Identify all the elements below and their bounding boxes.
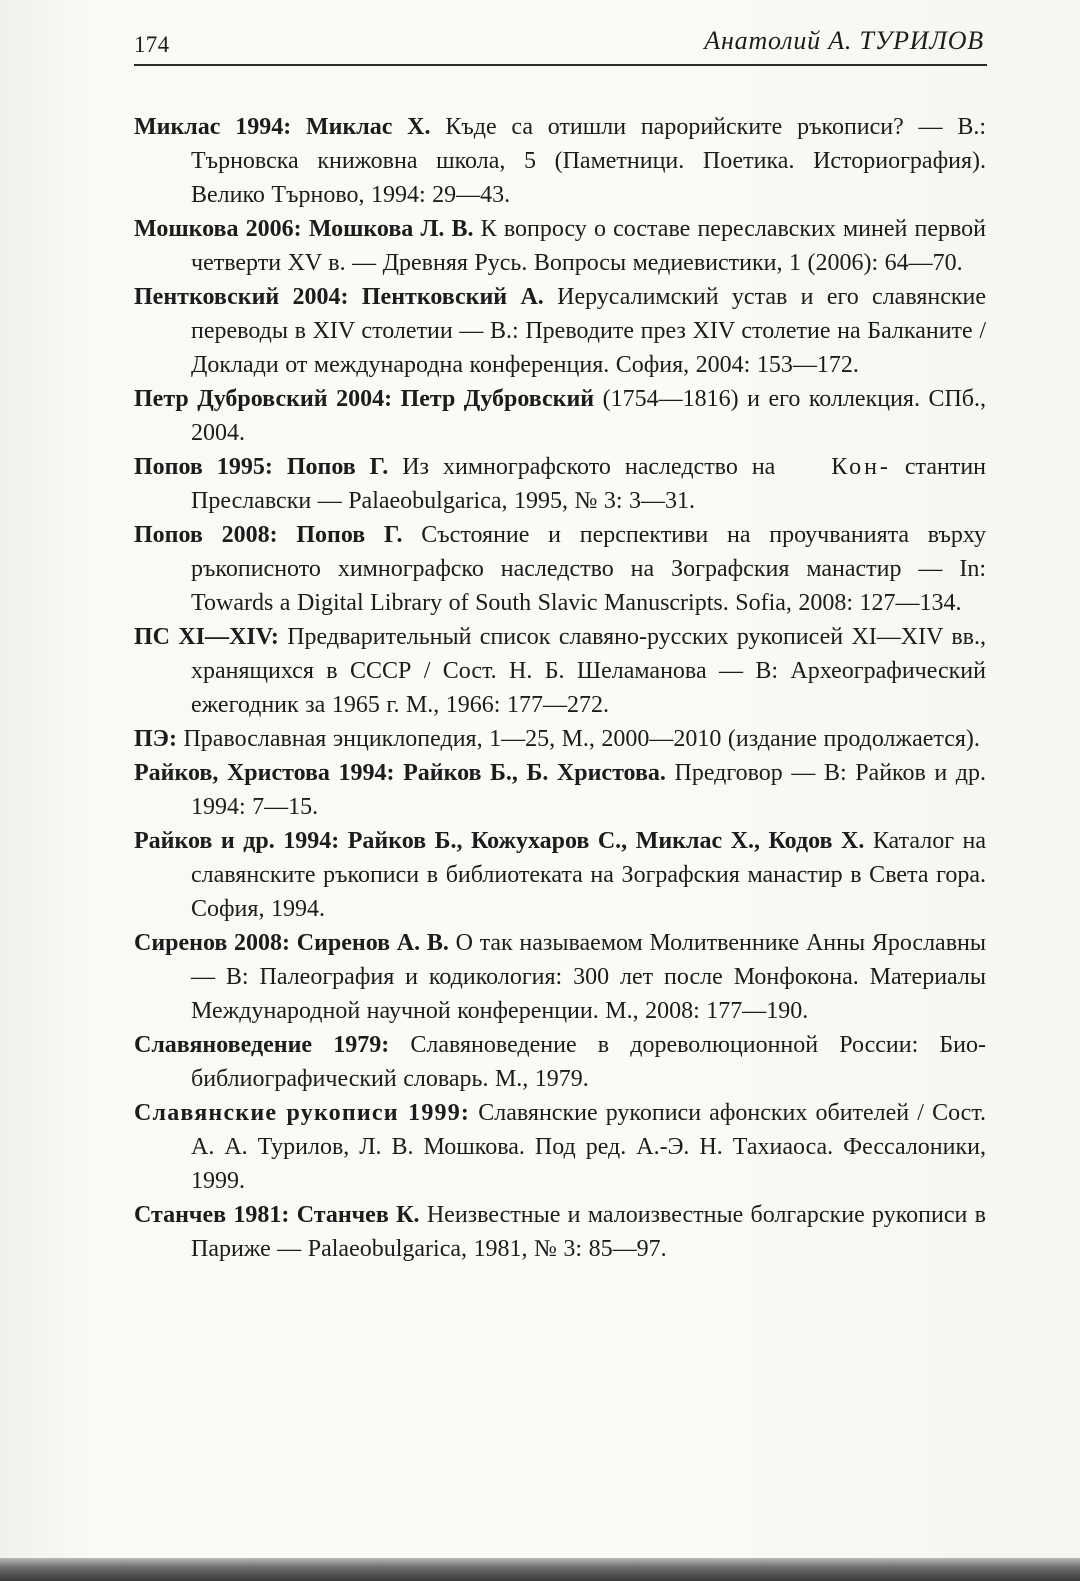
entry-text: Неизвестные и малоизвестные болгарские рукописи в Париже — Palaeobulgarica, 1981, № 3: 85—97. xyxy=(191,1202,987,1262)
page-bottom-edge xyxy=(0,1558,1080,1581)
entry-text: стантин Преславски — Palaeobulgarica, 1995, № 3: 3—31. xyxy=(191,454,987,514)
entry-key: Мошкова 2006: xyxy=(134,216,302,242)
bibliography-entry xyxy=(134,110,986,212)
entry-text: Предговор — В: Райков и др. 1994: 7—15. xyxy=(191,760,987,820)
entry-author: Миклас Х. xyxy=(305,114,431,140)
bibliography-list xyxy=(134,110,986,1266)
entry-text: Славяноведение в дореволюционной России: Био-библиографический словарь. М., 1979. xyxy=(191,1032,987,1092)
header-rule xyxy=(134,64,987,66)
entry-key: Славянские рукописи 1999: xyxy=(134,1100,471,1126)
entry-key: ПЭ: xyxy=(134,726,177,752)
entry-text-spaced: Кон- xyxy=(831,454,891,480)
entry-key: Славяноведение 1979: xyxy=(134,1032,390,1058)
entry-key: ПС XI—XIV: xyxy=(134,624,279,650)
entry-text: Каталог на славянските ръкописи в библиотеката на Зографския манастир в Света гора. София, 1994. xyxy=(191,828,987,922)
entry-text: О так называемом Молитвеннике Анны Ярославны — В: Палеография и кодикология: 300 лет после Монфокона. Материалы Международной научной конференции. М., 2008: 177—190. xyxy=(191,930,986,1024)
bibliography-entry xyxy=(134,722,986,756)
entry-text: Иерусалимский устав и его славянские переводы в XIV столетии — В.: Преводите през XIV столетие на Балканите /Доклади от международна конференция. София, 2004: 153—172. xyxy=(191,284,987,378)
bibliography-entry xyxy=(134,1198,986,1266)
entry-author: Пентковский А. xyxy=(361,284,544,310)
bibliography-entry xyxy=(134,1028,986,1096)
bibliography-entry xyxy=(134,1096,986,1198)
entry-key: Попов 1995: xyxy=(134,454,273,480)
entry-key: Попов 2008: xyxy=(134,522,278,548)
entry-text: Славянские рукописи афонских обителей / Сост. А. А. Турилов, Л. В. Мошкова. Под ред. А.-Э. Н. Тахиаоса. Фессалоники, 1999. xyxy=(191,1100,987,1194)
entry-author: Сиренов А. В. xyxy=(296,930,449,956)
bibliography-entry xyxy=(134,518,986,620)
entry-author: Мошкова Л. В. xyxy=(308,216,474,242)
bibliography-entry xyxy=(134,926,986,1028)
entry-text: Състояние и перспективи на проучванията върху ръкописното химнографско наследство на Зографския манастир — In: Towards a Digital Library of South Slavic Manuscripts. Sofia, 2008: 127—134. xyxy=(191,522,987,616)
entry-author: Станчев К. xyxy=(296,1202,420,1228)
entry-text: Из химнографското наследство на xyxy=(402,454,776,480)
entry-text: К вопросу о составе переславских миней первой четверти XV в. — Древняя Русь. Вопросы медиевистики, 1 (2006): 64—70. xyxy=(191,216,987,276)
entry-key: Петр Дубровский 2004: xyxy=(134,386,393,412)
entry-author: Райков Б., Кожухаров С., Миклас Х., Кодов Х. xyxy=(347,828,865,854)
entry-key: Пентковский 2004: xyxy=(134,284,349,310)
bibliography-entry xyxy=(134,620,986,722)
page-number: 174 xyxy=(134,32,170,57)
entry-author: Попов Г. xyxy=(296,522,403,548)
entry-text: Предварительный список славяно-русских рукописей XI—XIV вв., хранящихся в СССР / Сост. Н. Б. Шеламанова — В: Археографический ежегодник за 1965 г. М., 1966: 177—272. xyxy=(191,624,987,718)
bibliography-entry xyxy=(134,280,986,382)
bibliography-entry xyxy=(134,450,986,518)
entry-text: Православная энциклопедия, 1—25, М., 2000—2010 (издание продолжается). xyxy=(183,726,980,752)
entry-key: Сиренов 2008: xyxy=(134,930,291,956)
bibliography-entry xyxy=(134,382,986,450)
entry-author: Петр Дубровский xyxy=(400,386,595,412)
entry-text: Къде са отишли парорийските ръкописи? — В.: Търновска книжовна школа, 5 (Паметници. Поетика. Историография). Велико Търново, 1994: 29—43. xyxy=(191,114,987,208)
entry-author: Попов Г. xyxy=(286,454,389,480)
bibliography-entry xyxy=(134,756,986,824)
entry-key: Райков, Христова 1994: xyxy=(134,760,395,786)
entry-key: Райков и др. 1994: xyxy=(134,828,340,854)
entry-key: Станчев 1981: xyxy=(134,1202,290,1228)
running-head: Анатолий А. ТУРИЛОВ xyxy=(704,26,984,55)
entry-text: (1754—1816) и его коллекция. СПб., 2004. xyxy=(191,386,987,446)
entry-author: Райков Б., Б. Христова. xyxy=(403,760,666,786)
entry-key: Миклас 1994: xyxy=(134,114,292,140)
page-header xyxy=(134,26,984,62)
bibliography-entry xyxy=(134,212,986,280)
bibliography-entry xyxy=(134,824,986,926)
